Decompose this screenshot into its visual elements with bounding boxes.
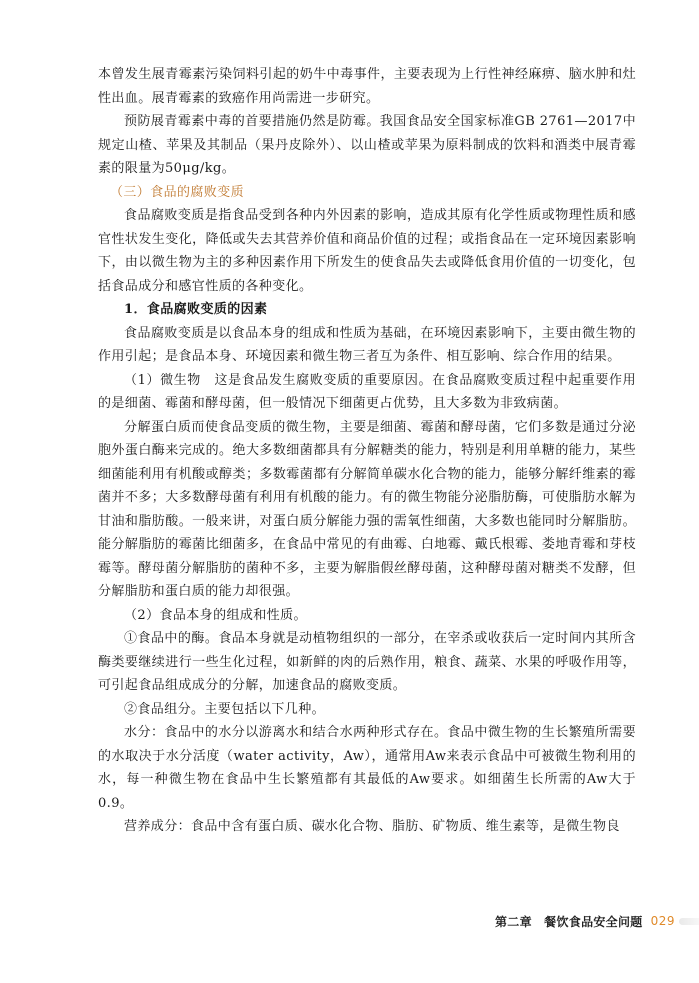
page-body xyxy=(98,63,636,839)
paragraph-food-composition-heading: （2）食品本身的组成和性质。 xyxy=(124,607,307,623)
paragraph-spoilage-definition: 食品腐败变质是指食品受到各种内外因素的影响，造成其原有化学性质或物理性质和感官性状发生变化，降低或失去其营养价值和商品价值的过程；或指食品在一定环境因素影响下，由以微生物为主的多种因素作用下所发生的使食品失去或降低食用价值的一切变化，包括食品成分和感官性质的各种变化。 xyxy=(98,208,636,294)
page-footer xyxy=(495,910,699,932)
paragraph-food-components: ②食品组分。主要包括以下几种。 xyxy=(124,701,326,717)
paragraph-microorganisms: （1）微生物 这是食品发生腐败变质的重要原因。在食品腐败变质过程中起重要作用的是细菌、霉菌和酵母菌，但一般情况下细菌更占优势，且大多数为非致病菌。 xyxy=(98,372,636,411)
paragraph-patulin-prevention: 预防展青霉素中毒的首要措施仍然是防霉。我国食品安全国家标准GB 2761—2017中规定山楂、苹果及其制品（果丹皮除外）、以山楂或苹果为原料制成的饮料和酒类中展青霉素的限量为50μg/kg。 xyxy=(98,114,636,176)
paragraph-enzymes: ①食品中的酶。食品本身就是动植物组织的一部分，在宰杀或收获后一定时间内其所含酶类要继续进行一些生化过程，如新鲜的肉的后熟作用，粮食、蔬菜、水果的呼吸作用等，可引起食品组成成分的分解，加速食品的腐败变质。 xyxy=(98,631,636,693)
paragraph-continued: 本曾发生展青霉素污染饲料引起的奶牛中毒事件，主要表现为上行性神经麻痹、脑水肿和灶性出血。展青霉素的致癌作用尚需进一步研究。 xyxy=(98,67,636,106)
chapter-label: 第二章 餐饮食品安全问题 xyxy=(494,914,643,929)
page-number: 029 xyxy=(650,914,675,928)
paragraph-water: 水分：食品中的水分以游离水和结合水两种形式存在。食品中微生物的生长繁殖所需要的水取决于水分活度（water activity，Aw），通常用Aw来表示食品中可被微生物利用的水，每一种微生物在食品中生长繁殖都有其最低的Aw要求。如细菌生长所需的Aw大于0.9。 xyxy=(98,725,636,811)
paragraph-factors-intro: 食品腐败变质是以食品本身的组成和性质为基础，在环境因素影响下，主要由微生物的作用引起；是食品本身、环境因素和微生物三者互为条件、相互影响、综合作用的结果。 xyxy=(98,325,636,364)
paragraph-nutrients: 营养成分：食品中含有蛋白质、碳水化合物、脂肪、矿物质、维生素等，是微生物良 xyxy=(124,819,620,834)
page-edge-tab xyxy=(679,918,699,925)
paragraph-decomposition: 分解蛋白质而使食品变质的微生物，主要是细菌、霉菌和酵母菌，它们多数是通过分泌胞外蛋白酶来完成的。绝大多数细菌都具有分解糖类的能力，特别是利用单糖的能力，某些细菌能利用有机酸或醇类；多数霉菌都有分解简单碳水化合物的能力，能够分解纤维素的霉菌并不多；大多数酵母菌有利用有机酸的能力。有的微生物能分泌脂肪酶，可使脂肪水解为甘油和脂肪酸。一般来讲，对蛋白质分解能力强的需氧性细菌，大多数也能同时分解脂肪。能分解脂肪的霉菌比细菌多，在食品中常见的有曲霉、白地霉、戴氏根霉、娄地青霉和芽枝霉等。酵母菌分解脂肪的菌种不多，主要为解脂假丝酵母菌，这种酵母菌对糖类不发酵，但分解脂肪和蛋白质的能力却很强。 xyxy=(98,419,636,599)
section-heading-spoilage: （三）食品的腐败变质 xyxy=(110,184,245,200)
subheading-spoilage-factors: 1．食品腐败变质的因素 xyxy=(124,302,268,317)
